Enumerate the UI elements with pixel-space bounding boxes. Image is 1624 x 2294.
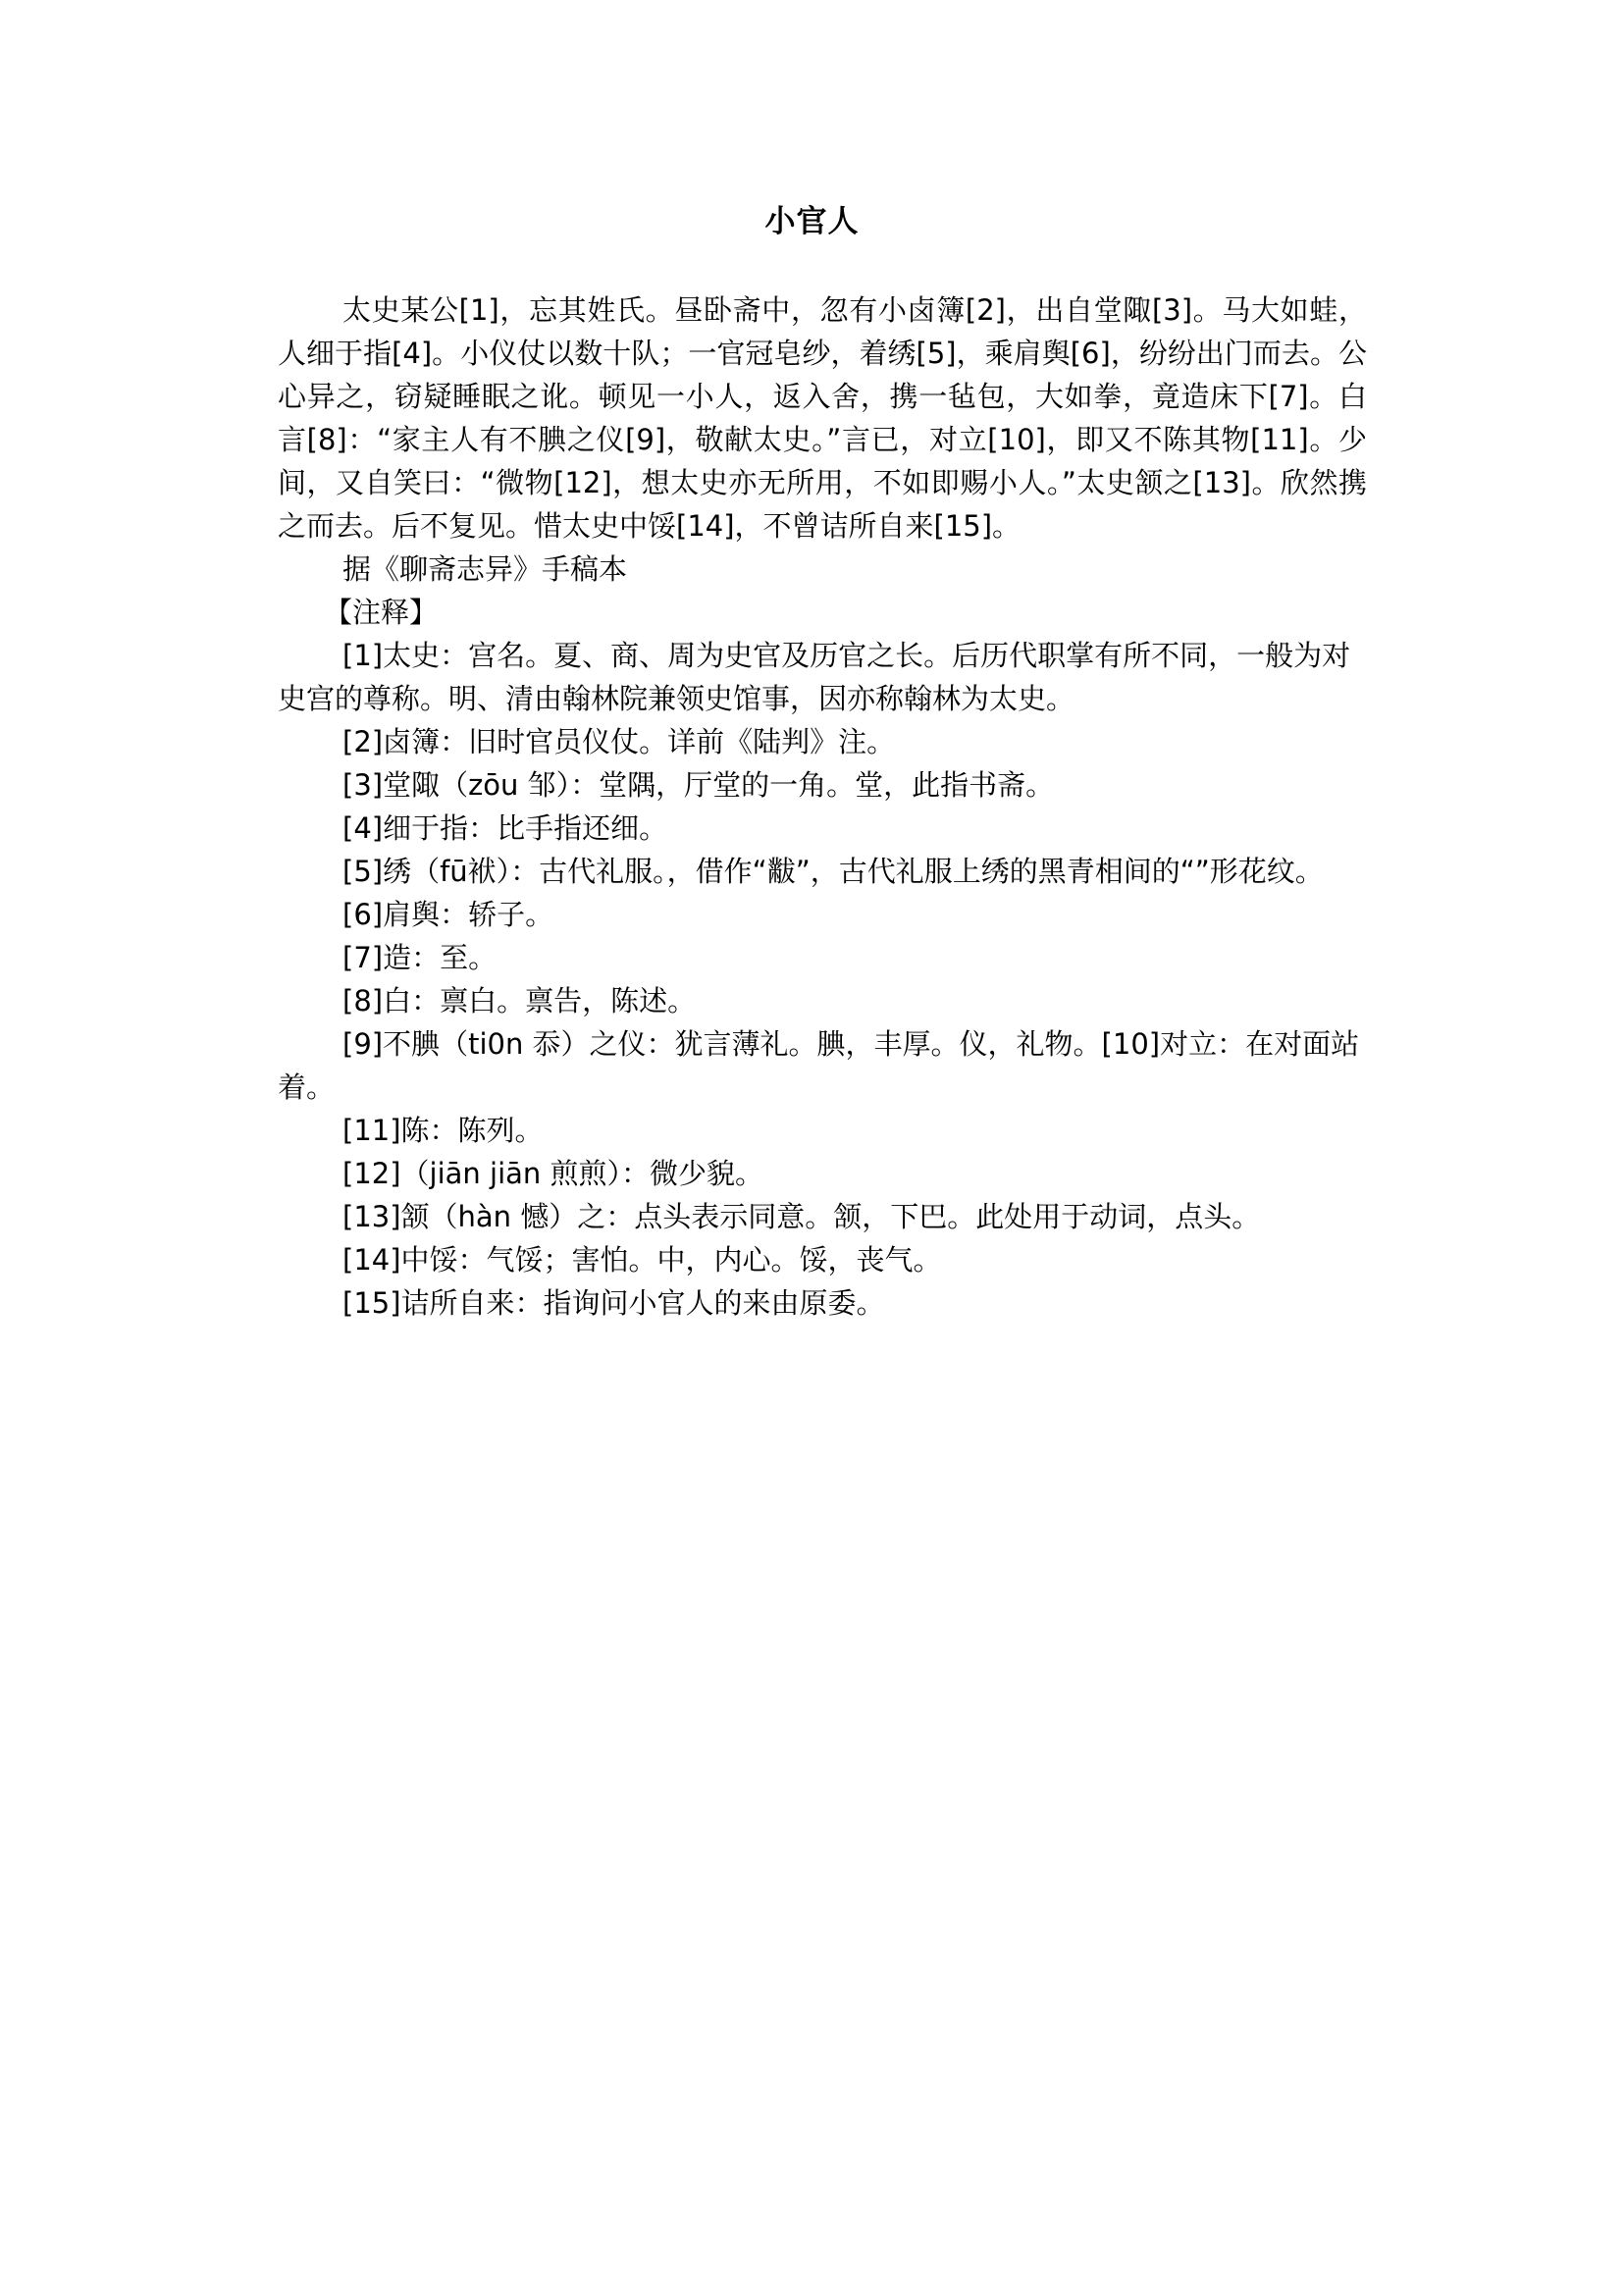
note-item: [11]陈：陈列。	[342, 1114, 544, 1147]
note-item: [8]白：禀白。禀告，陈述。	[342, 984, 697, 1017]
source-line: 据《聊斋志异》手稿本	[342, 552, 628, 586]
note-item: [12]（jiān jiān 煎煎）：微少貌。	[342, 1157, 763, 1190]
note-item: [13]颔（hàn 憾）之：点头表示同意。颔，下巴。此处用于动词，点头。	[342, 1200, 1261, 1233]
note-item: [4]细于指：比手指还细。	[342, 811, 668, 845]
note-item: [15]诘所自来：指询问小官人的来由原委。	[342, 1286, 885, 1320]
note-item: [1]太史：宫名。夏、商、周为史官及历官之长。后历代职掌有所不同，一般为对史宫的尊称。明、清由翰林院兼领史馆事，因亦称翰林为太史。	[278, 639, 1351, 715]
note-item: [6]肩舆：轿子。	[342, 898, 554, 931]
note-item: [2]卤簿：旧时官员仪仗。详前《陆判》注。	[342, 725, 896, 758]
note-item: [5]绣（fū袱）：古代礼服。，借作“黻”，古代礼服上绣的黑青相间的“”形花纹。	[342, 855, 1324, 888]
note-item: [9]不腆（ti0n 忝）之仪：犹言薄礼。腆，丰厚。仪，礼物。[10]对立：在对面站着。	[278, 1027, 1360, 1104]
document-title: 小官人	[764, 204, 860, 239]
notes-heading: 【注释】	[324, 596, 439, 629]
note-item: [3]堂陬（zōu 邹）：堂隅，厅堂的一角。堂，此指书斋。	[342, 768, 1055, 802]
document-content	[278, 288, 1367, 1325]
note-item: [14]中馁：气馁；害怕。中，内心。馁，丧气。	[342, 1243, 942, 1277]
note-item: [7]造：至。	[342, 941, 498, 974]
story-paragraph: 太史某公[1]，忘其姓氏。昼卧斋中，忽有小卤簿[2]，出自堂陬[3]。马大如蛙，人细于指[4]。小仪仗以数十队；一官冠皂纱，着绣[5]，乘肩舆[6]，纷纷出门而去。公心异之，窃疑睡眠之讹。顿见一小人，返入舍，携一毡包，大如拳，竟造床下[7]。白言[8]：“家主人有不腆之仪[9]，敬献太史。”言已，对立[10]，即又不陈其物[11]。少间，又自笑曰：“微物[12]，想太史亦无所用，不如即赐小人。”太史颔之[13]。欣然携之而去。后不复见。惜太史中馁[14]，不曾诘所自来[15]。	[278, 293, 1367, 543]
